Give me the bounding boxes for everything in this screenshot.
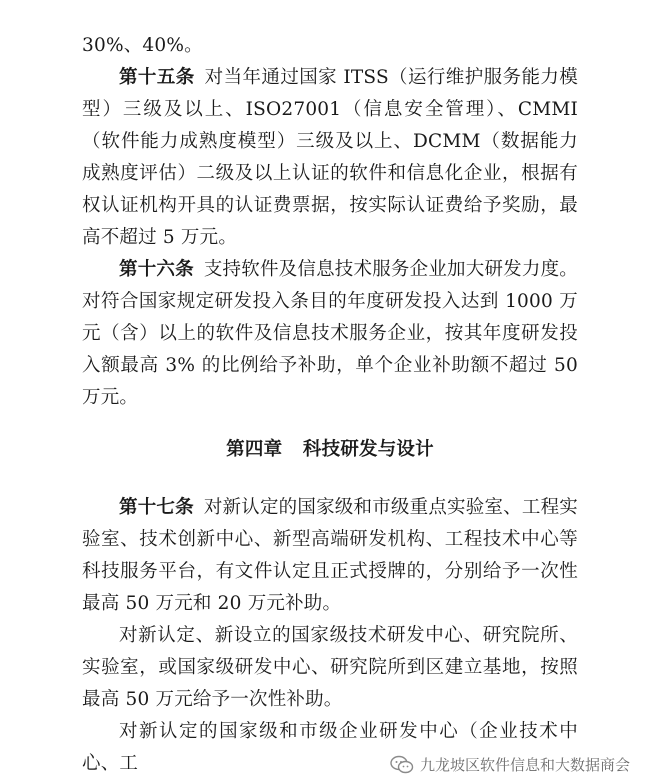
article-16-title: 第十六条	[119, 259, 194, 280]
wechat-icon	[390, 755, 414, 775]
article-17	[82, 492, 578, 620]
document-body	[82, 30, 578, 780]
chapter-4-heading: 第四章 科技研发与设计	[226, 439, 434, 460]
paragraph-research-institutes: 对新认定、新设立的国家级技术研发中心、研究院所、实验室，或国家级研发中心、研究院所到区建立基地，按照最高 50 万元给予一次性补助。	[82, 625, 578, 710]
watermark	[390, 754, 630, 775]
article-17-text: 对新认定的国家级和市级重点实验室、工程实验室、技术创新中心、新型高端研发机构、工程技术中心等科技服务平台，有文件认定且正式授牌的，分别给予一次性最高 50 万元和 20 万元补助。	[82, 497, 578, 614]
article-16-text: 支持软件及信息技术服务企业加大研发力度。对符合国家规定研发投入条目的年度研发投入达到 1000 万元（含）以上的软件及信息技术服务企业，按其年度研发投入额最高 3% 的比例给予补助，单个企业补助额不超过 50 万元。	[82, 259, 578, 408]
article-15	[82, 62, 578, 254]
article-15-text: 对当年通过国家 ITSS（运行维护服务能力模型）三级及以上、ISO27001（信息安全管理）、CMMI（软件能力成熟度模型）三级及以上、DCMM（数据能力成熟度评估）二级及以上认证的软件和信息化企业，根据有权认证机构开具的认证费票据，按实际认证费给予奖励，最高不超过 5 万元。	[82, 67, 578, 248]
article-17-title: 第十七条	[119, 497, 194, 518]
watermark-text: 九龙坡区软件信息和大数据商会	[419, 756, 630, 774]
article-15-title: 第十五条	[119, 67, 195, 88]
article-16	[82, 254, 578, 414]
paragraph-continuation: 30%、40%。	[82, 35, 203, 56]
paragraph-enterprise-rd: 对新认定的国家级和市级企业研发中心（企业技术中心、工	[82, 721, 578, 774]
